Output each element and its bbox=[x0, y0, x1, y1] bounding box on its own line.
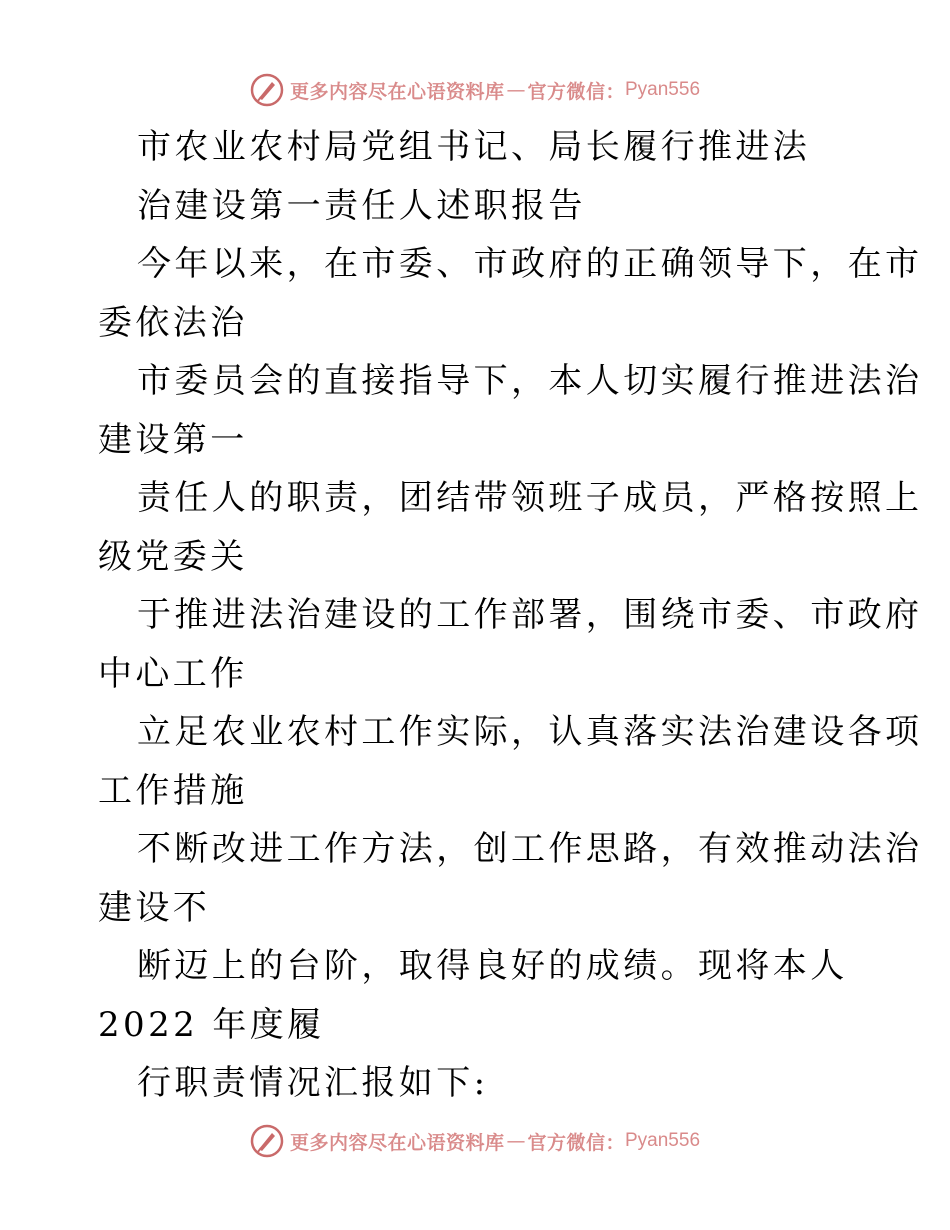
paragraph-line: 建设不 bbox=[98, 887, 211, 928]
paragraph-line: 于推进法治建设的工作部署，围绕市委、市政府 bbox=[137, 595, 923, 635]
watermark-label: 官方微信： bbox=[527, 80, 625, 103]
watermark-label: 官方微信： bbox=[527, 1131, 625, 1154]
paragraph-line: 中心工作 bbox=[98, 653, 248, 694]
watermark-account: Pyan556 bbox=[625, 1130, 701, 1151]
paragraph-line: 不断改进工作方法，创工作思路，有效推动法治 bbox=[137, 829, 923, 869]
watermark-separator: — bbox=[506, 79, 526, 101]
watermark-account: Pyan556 bbox=[625, 79, 701, 100]
document-title-line-2: 治建设第一责任人述职报告 bbox=[137, 185, 586, 226]
paragraph-line: 工作措施 bbox=[98, 770, 248, 811]
paragraph-line: 建设第一 bbox=[98, 419, 248, 460]
quill-seal-icon bbox=[250, 73, 284, 107]
paragraph-line: 级党委关 bbox=[98, 536, 248, 577]
quill-seal-icon bbox=[250, 1124, 284, 1158]
document-title-line-1: 市农业农村局党组书记、局长履行推进法 bbox=[137, 127, 811, 167]
paragraph-line: 断迈上的台阶，取得良好的成绩。现将本人 bbox=[137, 946, 848, 986]
paragraph-line: 委依法治 bbox=[98, 302, 248, 343]
paragraph-line: 立足农业农村工作实际，认真落实法治建设各项 bbox=[137, 712, 923, 752]
paragraph-line: 今年以来，在市委、市政府的正确领导下，在市 bbox=[137, 244, 923, 284]
watermark-text: 更多内容尽在心语资料库 bbox=[289, 80, 505, 103]
paragraph-line: 2022 年度履 bbox=[98, 1004, 325, 1045]
header-watermark bbox=[0, 70, 950, 110]
watermark-separator: — bbox=[506, 1130, 526, 1152]
paragraph-line: 市委员会的直接指导下，本人切实履行推进法治 bbox=[137, 361, 923, 401]
paragraph-line: 责任人的职责，团结带领班子成员，严格按照上 bbox=[137, 478, 923, 518]
footer-watermark bbox=[0, 1121, 950, 1161]
paragraph-line: 行职责情况汇报如下: bbox=[137, 1063, 489, 1103]
document-body bbox=[98, 118, 923, 1113]
watermark-text: 更多内容尽在心语资料库 bbox=[289, 1131, 505, 1154]
